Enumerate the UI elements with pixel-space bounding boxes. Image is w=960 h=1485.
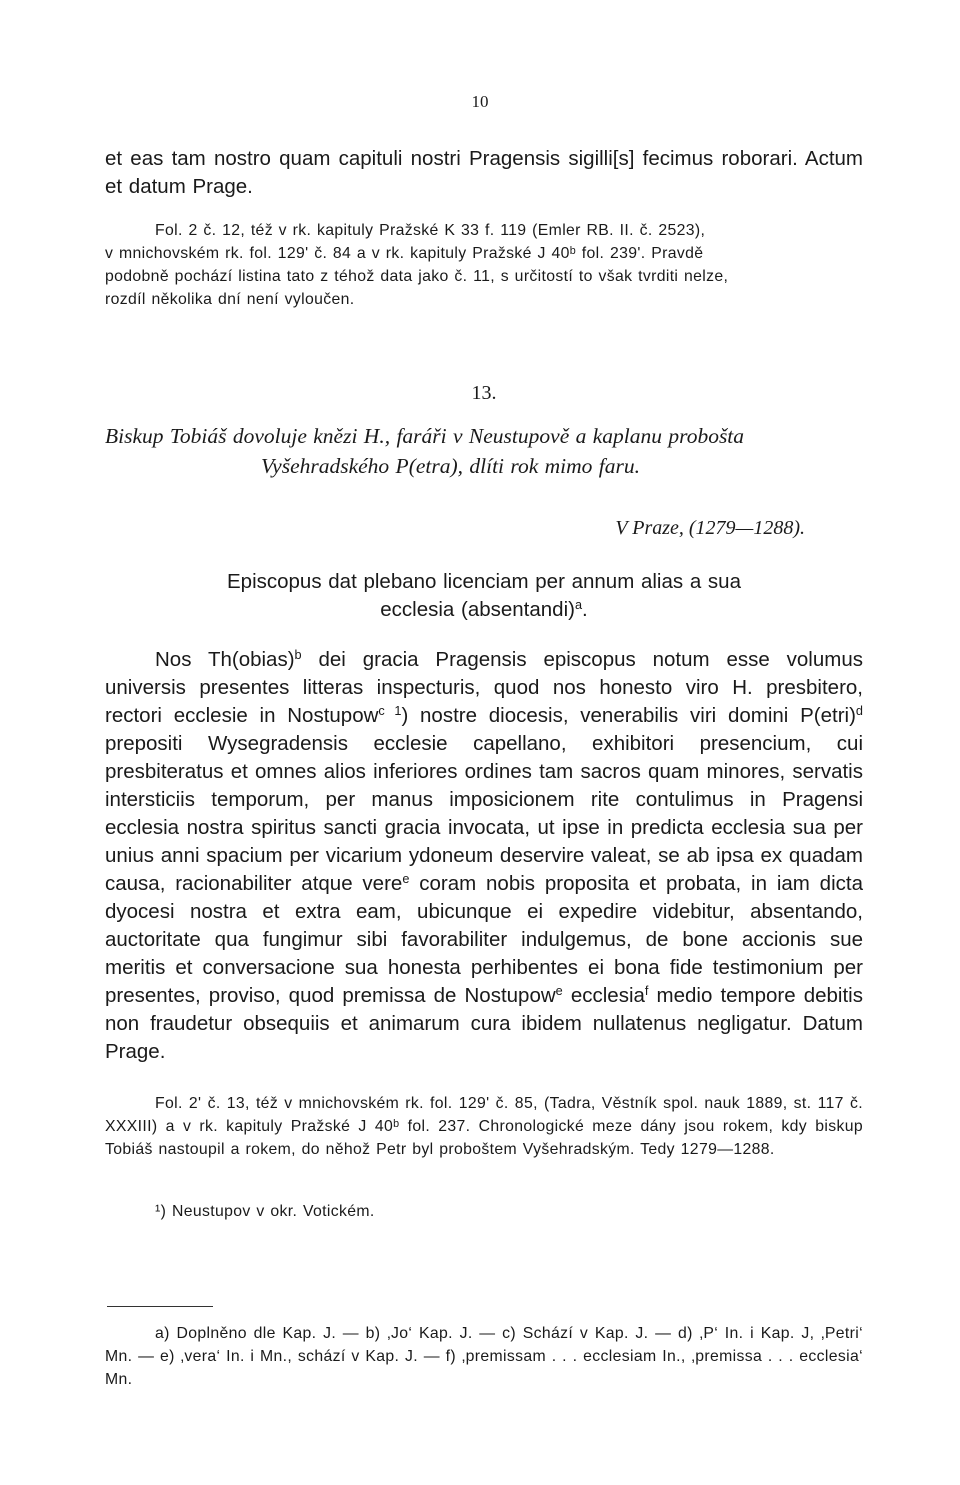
variant-notes: a) Doplněno dle Kap. J. — b) ‚Jo‘ Kap. J. — c) Schází v Kap. J. — d) ‚P‘ In. i Kap. J, ‚Petri‘ Mn. — e) ‚vera‘ In. i Mn., schází v Kap. J. — f) ‚premissam . . . ecclesiam In., ‚premissa . . . ecclesia‘ Mn. [105, 1325, 863, 1388]
source-note-line: podobně pochází listina tato z téhož data jako č. 11, s určitostí to však tvrditi nelze, [105, 268, 729, 285]
heading-line: Episcopus dat plebano licenciam per annum alias a sua [227, 570, 741, 593]
page-number: 10 [471, 92, 489, 111]
previous-charter-text-end: et eas tam nostro quam capituli nostri Pragensis sigilli[s] fecimus roborari. Actum et datum Prage. [105, 147, 863, 198]
charter-regest [105, 421, 863, 481]
source-note-line: rozdíl několika dní není vyloučen. [105, 291, 355, 308]
source-note-line: Fol. 2 č. 12, též v rk. kapituly Pražské K 33 f. 119 (Emler RB. II. č. 2523), [155, 222, 706, 239]
previous-charter-source-note [105, 219, 863, 311]
charter-source-note: Fol. 2' č. 13, též v mnichovském rk. fol. 129' č. 85, (Tadra, Věstník spol. nauk 1889, st. 117 č. XXXIII) a v rk. kapituly Pražské J 40ᵇ fol. 237. Chronologické meze dány jsou rokem, kdy biskup Tobiáš nastoupil a rokem, do něhož Petr byl proboštem Vyšehradským. Tedy 1279—1288. [105, 1095, 863, 1158]
heading-line: ecclesia (absentandi)$^a$. [380, 597, 588, 621]
place-and-date: V Praze, (1279—1288). [615, 517, 805, 539]
regest-line: Vyšehradského P(etra), dlíti rok mimo faru. [261, 454, 641, 478]
footnote-1: ¹) Neustupov v okr. Votickém. [155, 1203, 375, 1220]
source-note-line: v mnichovském rk. fol. 129' č. 84 a v rk. kapituly Pražské J 40ᵇ fol. 239'. Pravdě [105, 245, 704, 262]
charter-heading [105, 568, 863, 624]
charter-number: 13. [471, 382, 497, 404]
regest-line: Biskup Tobiáš dovoluje knězi H., faráři v Neustupově a kaplanu probošta [105, 424, 745, 448]
footnote-divider [107, 1306, 213, 1307]
charter-body: Nos Th(obias)$^b$ dei gracia Pragensis episcopus notum esse volumus universis presentes litteras inspecturis, quod nos honesto viro H. presbitero, rectori ecclesie in Nostupow$^{c 1}$) nostre diocesis, venerabilis viri domini P(etri)$^d$ prepositi Wysegradensis ecclesie capellano, exhibitori presencium, cui presbiteratus et omnes alios inferiores ordines tam sacros quam minores, servatis intersticiis temporum, per manus imposicionem rite contulimus in Pragensi ecclesia nostra spiritus sancti gracia invocata, ut ipse in predicta ecclesia sua per unius anni spacium per vicarium ydoneum deservire valeat, se ab ipsa ex quadam causa, racionabiliter atque vere$^e$ coram nobis proposita et probata, in iam dicta dyocesi nostra et extra eam, ubicunque ei expedire videbitur, absentando, auctoritate qua fungimur sibi favorabiliter indulgemus, de bone accionis sue meritis et conversacione sua honesta perhibentes ei bona fide testimonium per presentes, proviso, quod premissa de Nostupow$^e$ ecclesia$^f$ medio tempore debitis non fraudetur obsequiis et animarum cura ibidem nullatenus negligatur. Datum Prage. [105, 647, 863, 1063]
